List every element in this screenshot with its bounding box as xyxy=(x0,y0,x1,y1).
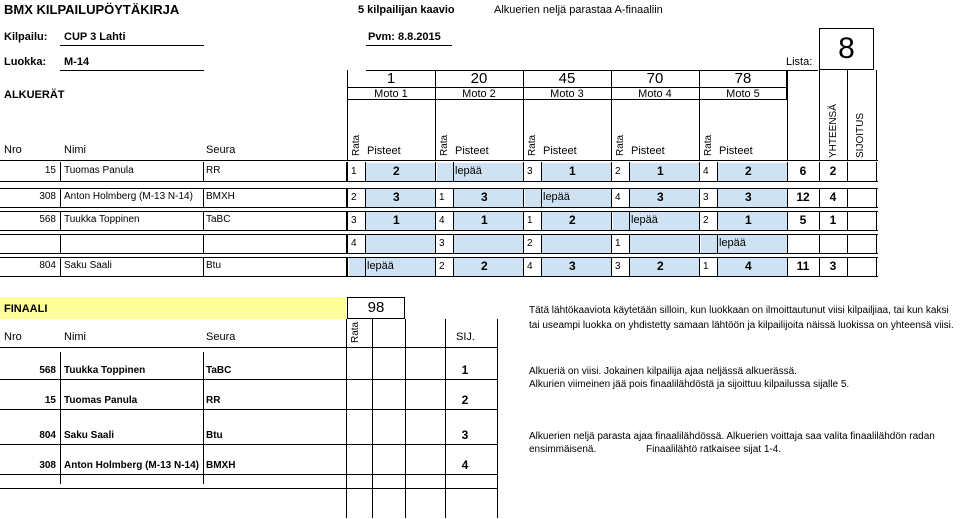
points-cell xyxy=(541,235,611,253)
final-label: FINAALI xyxy=(4,303,48,315)
note-1b: tai useampi luokka on yhdistetty samaan lähtöön ja kilpailijoita näissä luokissa on yhteensä viisi. xyxy=(529,320,954,331)
points-cell xyxy=(629,235,699,253)
place-value: 2 xyxy=(829,164,837,178)
luokka-value: M-14 xyxy=(64,56,90,68)
lane-value: 3 xyxy=(615,261,621,272)
lane-value: 3 xyxy=(527,166,533,177)
heat-row-nimi: Anton Holmberg (M-13 N-14) xyxy=(64,191,193,202)
points-cell xyxy=(717,212,787,230)
rest-label: lepää xyxy=(455,165,482,177)
points-cell xyxy=(453,189,523,207)
moto-5-label: Moto 5 xyxy=(726,88,760,100)
col-nro: Nro xyxy=(4,144,22,156)
points-value: 2 xyxy=(745,164,752,178)
final-header-bar xyxy=(0,297,346,319)
col-place: SIJOITUS xyxy=(855,112,866,158)
col-pisteet-1: Pisteet xyxy=(367,145,401,157)
lane-value: 1 xyxy=(439,192,445,203)
rest-label: lepää xyxy=(631,214,658,226)
heat-row-nro: 15 xyxy=(44,165,56,176)
points-value: 3 xyxy=(481,190,488,204)
place-value: 4 xyxy=(829,190,837,204)
points-cell xyxy=(541,212,611,230)
total-value: 6 xyxy=(799,164,807,178)
gate-2: 20 xyxy=(470,70,488,87)
col-rata-3: Rata xyxy=(527,134,538,156)
lane-value: 2 xyxy=(439,261,445,272)
final-row-seura: Btu xyxy=(206,430,223,441)
moto-3-label: Moto 3 xyxy=(550,88,584,100)
final-row-sij: 1 xyxy=(461,363,469,377)
heat-row-seura: TaBC xyxy=(206,214,231,225)
heat-row-seura: BMXH xyxy=(206,191,235,202)
final-row-seura: BMXH xyxy=(206,460,236,471)
col-pisteet-5: Pisteet xyxy=(719,145,753,157)
col-total: YHTEENSÄ xyxy=(828,104,839,158)
final-row-nimi: Tuukka Toppinen xyxy=(64,365,146,376)
gate-3: 45 xyxy=(558,70,576,87)
final-row-nimi: Saku Saali xyxy=(64,430,115,441)
heat-row-seura: RR xyxy=(206,165,221,176)
heats-label: ALKUERÄT xyxy=(4,89,65,101)
final-row-nimi: Anton Holmberg (M-13 N-14) xyxy=(64,460,199,471)
lane-value: 4 xyxy=(439,215,445,226)
final-col-rata: Rata xyxy=(350,321,361,343)
final-row-nro: 568 xyxy=(39,365,56,376)
note-2a: Alkueriä on viisi. Jokainen kilpailija ajaa neljässä alkuerässä. xyxy=(529,366,797,377)
lane-value: 3 xyxy=(703,192,709,203)
final-row-sij: 3 xyxy=(461,428,469,442)
final-col-nro: Nro xyxy=(4,331,22,343)
points-value: 2 xyxy=(393,164,400,178)
points-cell xyxy=(365,235,435,253)
lane-value: 1 xyxy=(351,166,357,177)
final-col-nimi: Nimi xyxy=(64,331,86,343)
place-value: 1 xyxy=(829,213,837,227)
points-value: 3 xyxy=(569,259,576,273)
heat-row-seura: Btu xyxy=(206,260,222,271)
heat-row-nimi: Tuomas Panula xyxy=(64,165,134,176)
col-seura: Seura xyxy=(206,144,236,156)
lane-value: 1 xyxy=(703,261,709,272)
luokka-label: Luokka: xyxy=(4,56,47,68)
gate-4: 70 xyxy=(646,70,664,87)
lane-value: 3 xyxy=(351,215,357,226)
col-pisteet-3: Pisteet xyxy=(543,145,577,157)
moto-2-label: Moto 2 xyxy=(462,88,496,100)
points-value: 4 xyxy=(745,259,752,273)
points-value: 2 xyxy=(569,213,576,227)
points-cell xyxy=(453,235,523,253)
final-row-seura: TaBC xyxy=(206,365,232,376)
points-value: 2 xyxy=(657,259,664,273)
points-cell xyxy=(629,163,699,181)
final-row-nimi: Tuomas Panula xyxy=(64,395,138,406)
date-label: Pvm: 8.8.2015 xyxy=(368,31,441,43)
points-cell xyxy=(365,163,435,181)
points-cell xyxy=(365,189,435,207)
lane-value: 4 xyxy=(615,192,621,203)
points-value: 1 xyxy=(745,213,752,227)
col-rata-2: Rata xyxy=(439,134,450,156)
rest-label: lepää xyxy=(719,237,746,249)
points-value: 1 xyxy=(657,164,664,178)
col-rata-4: Rata xyxy=(615,134,626,156)
final-rule-note: Alkuerien neljä parastaa A-finaaliin xyxy=(494,4,663,16)
lane-value: 4 xyxy=(703,166,709,177)
final-row-seura: RR xyxy=(206,395,221,406)
total-value: 11 xyxy=(796,259,810,273)
lane-value: 1 xyxy=(615,238,621,249)
col-pisteet-2: Pisteet xyxy=(455,145,489,157)
points-cell xyxy=(541,163,611,181)
points-cell xyxy=(629,258,699,276)
kilpailu-label: Kilpailu: xyxy=(4,31,48,43)
kilpailu-value: CUP 3 Lahti xyxy=(64,31,126,43)
heat-row-nro: 568 xyxy=(39,214,56,225)
col-rata-1: Rata xyxy=(351,134,362,156)
col-pisteet-4: Pisteet xyxy=(631,145,665,157)
note-2b: Alkurien viimeinen jää pois finaalilähdöstä ja sijoittuu kilpailussa sijalle 5. xyxy=(529,379,850,390)
points-cell xyxy=(365,212,435,230)
lane-value: 4 xyxy=(527,261,533,272)
heat-row-nimi: Tuukka Toppinen xyxy=(64,214,140,225)
final-col-seura: Seura xyxy=(206,331,236,343)
lista-value: 8 xyxy=(819,28,874,70)
lane-value: 2 xyxy=(351,192,357,203)
note-1a: Tätä lähtökaaviota käytetään silloin, kun luokkaan on ilmoittautunut viisi kilpailjiaa, tai kun kaksi xyxy=(529,305,949,316)
points-cell xyxy=(541,258,611,276)
lista-label: Lista: xyxy=(786,56,813,68)
lane-value: 1 xyxy=(527,215,533,226)
lane-value: 2 xyxy=(703,215,709,226)
gate-1: 1 xyxy=(386,70,396,87)
points-value: 1 xyxy=(569,164,576,178)
heat-row-nro: 308 xyxy=(39,191,56,202)
final-row-sij: 2 xyxy=(461,393,469,407)
points-cell xyxy=(717,189,787,207)
note-3c: Finaalilähtö ratkaisee sijat 1-4. xyxy=(646,444,782,455)
heat-row-nro: 804 xyxy=(39,260,56,271)
moto-1-label: Moto 1 xyxy=(374,88,408,100)
points-value: 1 xyxy=(393,213,400,227)
lane-value: 2 xyxy=(615,166,621,177)
final-row-sij: 4 xyxy=(461,458,469,472)
final-row-nro: 15 xyxy=(44,395,56,406)
points-value: 3 xyxy=(745,190,752,204)
col-rata-5: Rata xyxy=(703,134,714,156)
note-3b: ensimmäisenä. xyxy=(529,444,597,455)
final-row-nro: 804 xyxy=(39,430,56,441)
final-col-sij: SIJ. xyxy=(456,331,475,343)
total-value: 12 xyxy=(796,190,810,204)
points-cell xyxy=(717,258,787,276)
points-cell xyxy=(453,212,523,230)
page-title: BMX KILPAILUPÖYTÄKIRJA xyxy=(4,2,180,17)
total-value: 5 xyxy=(799,213,807,227)
points-cell xyxy=(717,163,787,181)
final-row-nro: 308 xyxy=(39,460,56,471)
points-value: 3 xyxy=(657,190,664,204)
moto-4-label: Moto 4 xyxy=(638,88,672,100)
points-cell xyxy=(453,258,523,276)
points-value: 3 xyxy=(393,190,400,204)
lane-value: 4 xyxy=(351,238,357,249)
points-value: 1 xyxy=(481,213,488,227)
heat-row-nimi: Saku Saali xyxy=(64,260,112,271)
lane-value: 3 xyxy=(439,238,445,249)
points-value: 2 xyxy=(481,259,488,273)
note-3a: Alkuerien neljä parasta ajaa finaalilähdössä. Alkuerien voittaja saa valita finaalilähdön radan xyxy=(529,431,935,442)
gate-5: 78 xyxy=(734,70,752,87)
lane-value: 2 xyxy=(527,238,533,249)
rest-label: lepää xyxy=(367,260,394,272)
col-nimi: Nimi xyxy=(64,144,86,156)
points-cell xyxy=(629,189,699,207)
rest-label: lepää xyxy=(543,191,570,203)
scheme-label: 5 kilpailijan kaavio xyxy=(358,4,455,16)
final-gate: 98 xyxy=(347,297,405,319)
place-value: 3 xyxy=(829,259,837,273)
